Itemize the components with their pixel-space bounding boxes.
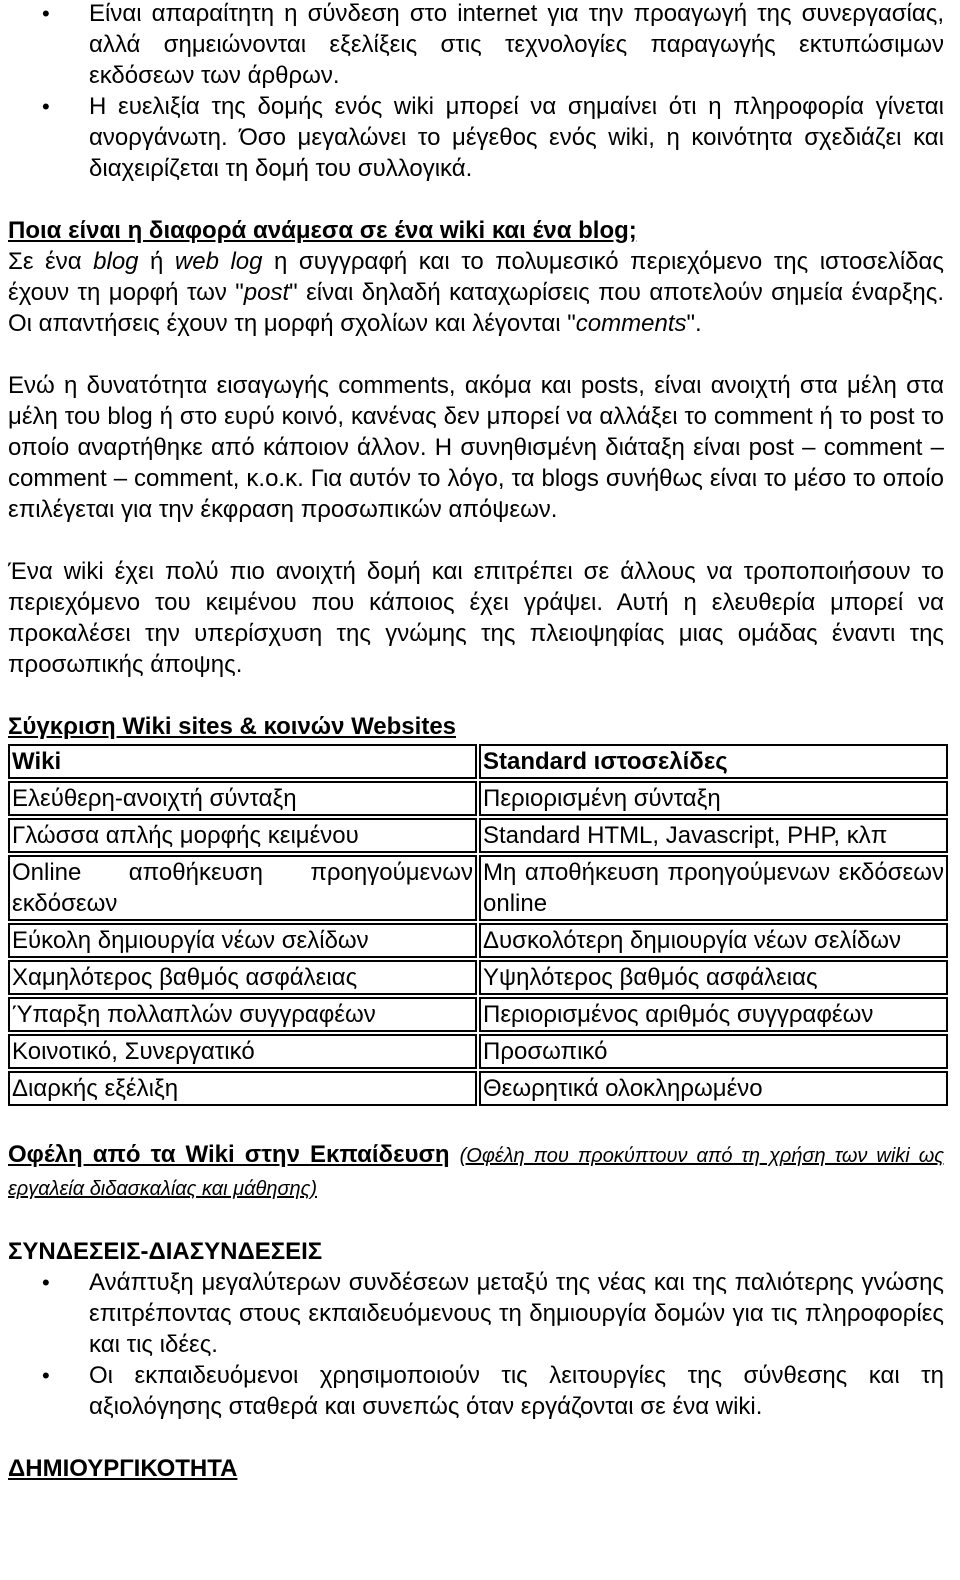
list-item: • Είναι απαραίτητη η σύνδεση στο internet για την προαγωγή της συνεργασίας, αλλά σημειώνονται εξελίξεις στις τεχνολογίες παραγωγής εκτυπώσιμων εκδόσεων των άρθρων. <box>8 0 944 91</box>
table-header-row <box>8 744 948 779</box>
benefits-title: Οφέλη από τα Wiki στην Εκπαίδευση <box>8 1141 450 1168</box>
comparison-table <box>6 742 950 1108</box>
table-cell: Περιορισμένη σύνταξη <box>479 781 948 816</box>
table-cell: Χαμηλότερος βαθμός ασφάλειας <box>8 960 477 995</box>
table-cell: Εύκολη δημιουργία νέων σελίδων <box>8 923 477 958</box>
document-page <box>8 0 944 1484</box>
table-cell: Ύπαρξη πολλαπλών συγγραφέων <box>8 997 477 1032</box>
table-row <box>8 960 948 995</box>
table-row <box>8 923 948 958</box>
table-cell: Υψηλότερος βαθμός ασφάλειας <box>479 960 948 995</box>
table-row <box>8 1034 948 1069</box>
table-cell: Δυσκολότερη δημιουργία νέων σελίδων <box>479 923 948 958</box>
table-row <box>8 997 948 1032</box>
table-cell: Γλώσσα απλής μορφής κειμένου <box>8 818 477 853</box>
section-heading-creativity: ΔΗΜΙΟΥΡΓΙΚΟΤΗΤΑ <box>8 1455 238 1482</box>
table-cell: Μη αποθήκευση προηγούμενων εκδόσεων online <box>479 855 948 921</box>
section-heading-wiki-vs-blog: Ποια είναι η διαφορά ανάμεσα σε ένα wiki και ένα blog; <box>8 217 637 244</box>
section-heading-benefits <box>8 1139 944 1205</box>
benefits-note: (Οφέλη που προκύπτουν από τη χρήση των wiki ως εργαλεία διδασκαλίας και μάθησης) <box>8 1145 945 1200</box>
table-cell: Ελεύθερη-ανοιχτή σύνταξη <box>8 781 477 816</box>
table-header-cell: Standard ιστοσελίδες <box>479 744 948 779</box>
section-heading-connections: ΣΥΝΔΕΣΕΙΣ-ΔΙΑΣΥΝΔΕΣΕΙΣ <box>8 1238 323 1265</box>
list-item: • Οι εκπαιδευόμενοι χρησιμοποιούν τις λειτουργίες της σύνθεσης και τη αξιολόγησης σταθερά και συνεπώς όταν εργάζονται σε ένα wiki. <box>8 1360 944 1422</box>
paragraph-blog-definition: Σε ένα blog ή web log η συγγραφή και το πολυμεσικό περιεχόμενο της ιστοσελίδας έχουν τη μορφή των "post" είναι δηλαδή καταχωρίσεις που αποτελούν σημεία έναρξης. Οι απαντήσεις έχουν τη μορφή σχολίων και λέγονται "comments". <box>8 248 945 337</box>
table-cell: Online αποθήκευση προηγούμενων εκδόσεων <box>8 855 477 921</box>
intro-bullet-list <box>8 0 944 184</box>
paragraph-blog-comments: Ενώ η δυνατότητα εισαγωγής comments, ακόμα και posts, είναι ανοιχτή στα μέλη στα μέλη του blog ή στο ευρύ κοινό, κανένας δεν μπορεί να αλλάξει το comment ή το post το οποίο αναρτήθηκε από κάποιον άλλον. Η συνηθισμένη διάταξη είναι post – comment – comment – comment, κ.ο.κ. Για αυτόν το λόγο, τα blogs συνήθως είναι το μέσο το οποίο επιλέγεται για την έκφραση προσωπικών απόψεων. <box>8 372 944 523</box>
table-header-cell: Wiki <box>8 744 477 779</box>
list-item: • Ανάπτυξη μεγαλύτερων συνδέσεων μεταξύ της νέας και της παλιότερης γνώσης επιτρέποντας στους εκπαιδευόμενους τη δημιουργία δομών για τις πληροφορίες και τις ιδέες. <box>8 1267 944 1360</box>
table-row <box>8 781 948 816</box>
list-item: • Η ευελιξία της δομής ενός wiki μπορεί να σημαίνει ότι η πληροφορία γίνεται ανοργάνωτη. Όσο μεγαλώνει το μέγεθος ενός wiki, η κοινότητα σχεδιάζει και διαχειρίζεται τη δομή του συλλογικά. <box>8 91 944 184</box>
table-cell: Προσωπικό <box>479 1034 948 1069</box>
table-cell: Standard HTML, Javascript, PHP, κλπ <box>479 818 948 853</box>
connections-bullet-list <box>8 1267 944 1422</box>
table-row <box>8 818 948 853</box>
paragraph-wiki-structure: Ένα wiki έχει πολύ πιο ανοιχτή δομή και επιτρέπει σε άλλους να τροποποιήσουν το περιεχόμενο του κειμένου που κάποιος έχει γράψει. Αυτή η ελευθερία μπορεί να προκαλέσει την υπερίσχυση της γνώμης της πλειοψηφίας μιας ομάδας έναντι της προσωπικής άποψης. <box>8 558 944 678</box>
section-heading-comparison: Σύγκριση Wiki sites & κοινών Websites <box>8 713 457 740</box>
table-row <box>8 1071 948 1106</box>
table-row <box>8 855 948 921</box>
table-cell: Κοινοτικό, Συνεργατικό <box>8 1034 477 1069</box>
table-cell: Διαρκής εξέλιξη <box>8 1071 477 1106</box>
table-cell: Περιορισμένος αριθμός συγγραφέων <box>479 997 948 1032</box>
table-cell: Θεωρητικά ολοκληρωμένο <box>479 1071 948 1106</box>
